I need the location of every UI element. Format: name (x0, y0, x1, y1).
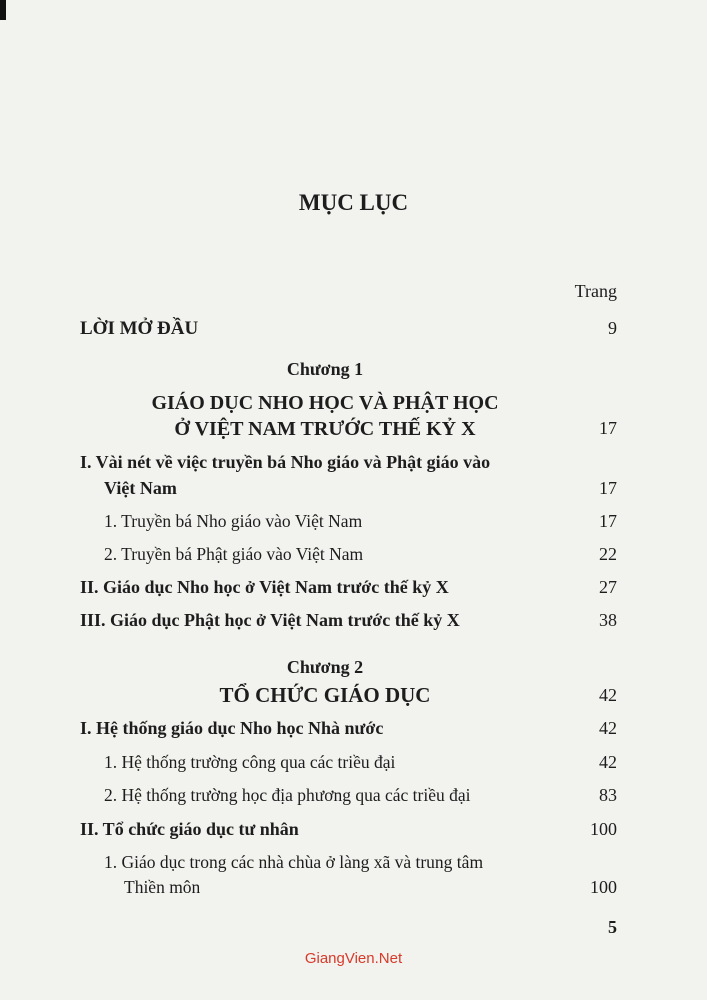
ch2-subsection-2-page: 83 (599, 785, 617, 805)
ch1-subsection-2-page: 22 (599, 544, 617, 564)
chapter-2-title: TỔ CHỨC GIÁO DỤC (219, 683, 431, 707)
ch2-subsection-3-page: 100 (590, 877, 617, 897)
toc-title: MỤC LỤC (298, 190, 409, 215)
ch1-section-3-page: 38 (599, 610, 617, 630)
ch1-section-3: III. Giáo dục Phật học ở Việt Nam trước thế kỷ X (80, 610, 460, 630)
ch1-section-2-page: 27 (599, 577, 617, 597)
ch2-subsection-1-page: 42 (599, 752, 617, 772)
chapter-2-label: Chương 2 (286, 657, 364, 677)
ch1-section-1-line1: I. Vài nét về việc truyền bá Nho giáo và Phật giáo vào (80, 452, 491, 472)
ch2-subsection-3-line2: Thiền môn (124, 877, 201, 897)
ch1-section-1-line2: Việt Nam (104, 478, 177, 498)
scan-edge-mark (0, 0, 6, 20)
ch1-subsection-1: 1. Truyền bá Nho giáo vào Việt Nam (104, 511, 363, 531)
ch1-section-2: II. Giáo dục Nho học ở Việt Nam trước thế kỷ X (80, 577, 449, 597)
page-number: 5 (608, 917, 617, 937)
chapter-1-label: Chương 1 (286, 359, 364, 379)
ch2-subsection-1: 1. Hệ thống trường công qua các triều đại (104, 752, 396, 772)
ch1-subsection-2: 2. Truyền bá Phật giáo vào Việt Nam (104, 544, 364, 564)
ch2-section-2: II. Tổ chức giáo dục tư nhân (80, 819, 299, 839)
ch2-subsection-2: 2. Hệ thống trường học địa phương qua các triều đại (104, 785, 471, 805)
chapter-1-page: 17 (599, 418, 617, 438)
chapter-2-page: 42 (599, 685, 617, 705)
ch1-subsection-1-page: 17 (599, 511, 617, 531)
watermark-link[interactable]: GiangVien.Net (304, 950, 403, 967)
ch2-section-2-page: 100 (590, 819, 617, 839)
ch1-section-1-page: 17 (599, 478, 617, 498)
ch2-section-1-page: 42 (599, 718, 617, 738)
page-column-header: Trang (574, 281, 617, 301)
preface-page: 9 (608, 318, 617, 338)
ch2-section-1: I. Hệ thống giáo dục Nho học Nhà nước (80, 718, 384, 738)
preface-entry: LỜI MỞ ĐẦU (80, 318, 199, 339)
ch2-subsection-3-line1: 1. Giáo dục trong các nhà chùa ở làng xã và trung tâm (104, 852, 484, 872)
chapter-1-title-line2: Ở VIỆT NAM TRƯỚC THẾ KỶ X (174, 418, 476, 440)
chapter-1-title-line1: GIÁO DỤC NHO HỌC VÀ PHẬT HỌC (151, 392, 499, 414)
